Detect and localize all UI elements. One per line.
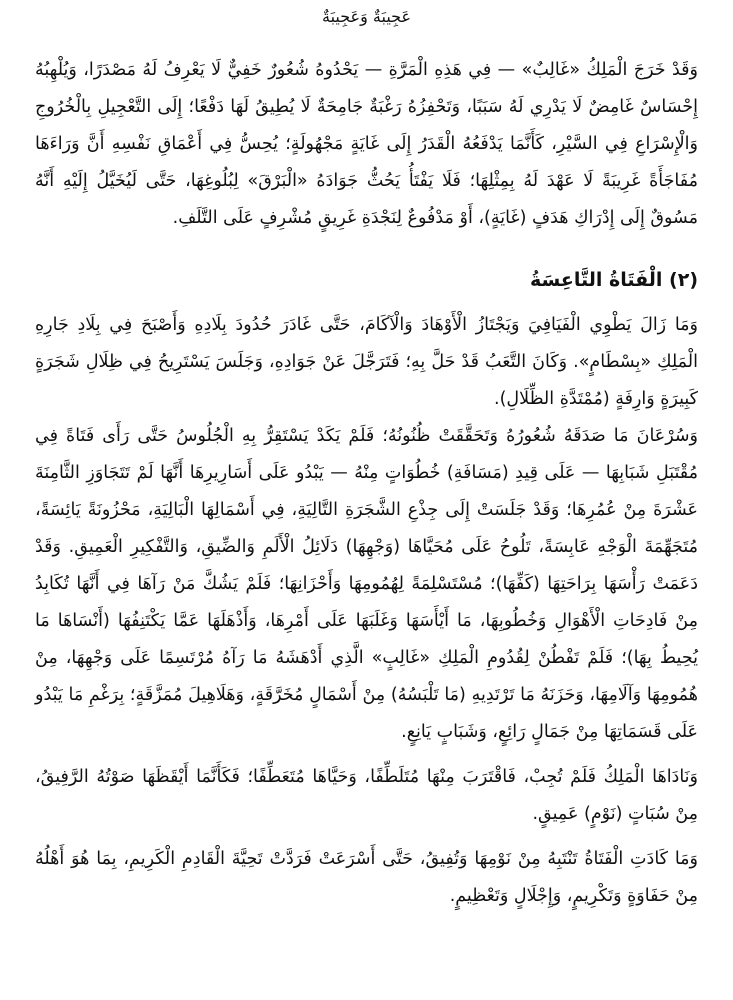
paragraph-1: وَمَا زَالَ يَطْوِي الْفَيَافِيَ وَيَجْتَازُ الْأَوْهَادَ وَالْآكَامَ، حَتَّى غَادَرَ حُدُودَ بِلَادِهِ وَأَصْبَحَ فِي بِلَادِ جَارِهِ الْمَلِكِ «بِسْطَامٍ». وَكَانَ التَّعَبُ قَدْ حَلَّ بِهِ؛ فَتَرَجَّلَ عَنْ جَوَادِهِ، وَجَلَسَ يَسْتَرِيحُ فِي ظِلَالِ شَجَرَةٍ كَبِيرَةٍ وَارِفَةٍ (مُمْتَدَّةِ الظِّلَالِ). — [35, 315, 698, 409]
paragraph-2: وَسُرْعَانَ مَا صَدَقَهُ شُعُورُهُ وَتَحَقَّقَتْ ظُنُونُهُ؛ فَلَمْ يَكَدْ يَسْتَقِرُّ بِهِ الْجُلُوسُ حَتَّى رَأَى فَتَاةً فِي مُقْتَبَلِ شَبَابِهَا — عَلَى قِيدِ (مَسَافَةِ) خُطُوَاتٍ مِنْهُ — يَبْدُو عَلَى أَسَارِيرِهَا أَنَّهَا لَمْ تَتَجَاوَزِ الثَّامِنَةَ عَشْرَةَ مِنْ عُمُرِهَا؛ وَقَدْ جَلَسَتْ إِلَى جِذْعِ الشَّجَرَةِ التَّالِيَةِ، فِي أَسْمَالِهَا الْبَالِيَةِ، مَحْزُونَةً يَائِسَةً، مُتَجَهِّمَةَ الْوَجْهِ عَابِسَةً، تَلُوحُ عَلَى مُحَيَّاهَا (وَجْهِهَا) دَلَائِلُ الْأَلَمِ وَالضِّيقِ، وَالتَّفْكِيرِ الْعَمِيقِ. وَقَدْ دَعَمَتْ رَأْسَهَا بِرَاحَتِهَا (كَفِّهَا)؛ مُسْتَسْلِمَةً لِهُمُومِهَا وَأَحْزَانِهَا؛ فَلَمْ يَشُكَّ مَنْ رَآهَا فِي أَنَّهَا تُكَابِدُ مِنْ فَادِحَاتِ الْأَهْوَالِ وَخُطُوبِهَا، مَا أَيْأَسَهَا وَغَلَبَهَا عَلَى أَمْرِهَا، وَأَذْهَلَهَا عَمَّا يَكْتَنِفُهَا (أَنْسَاهَا مَا يُحِيطُ بِهَا)؛ فَلَمْ تَفْطُنْ لِقُدُومِ الْمَلِكِ «غَالِبٍ» الَّذِي أَدْهَشَهُ مَا رَآهُ مُرْتَسِمًا عَلَى وَجْهِهَا، مِنْ هُمُومِهَا وَآلَامِهَا، وَحَزَنَهُ مَا تَرْتَدِيهِ (مَا تَلْبَسُهُ) مِنْ أَسْمَالٍ مُخَرَّقَةٍ، وَهَلَاهِيلَ مُمَزَّقَةٍ؛ بِرَغْمِ مَا يَبْدُو عَلَى قَسَمَاتِهَا مِنْ جَمَالٍ رَائِعٍ، وَشَبَابٍ يَانِعٍ. — [35, 426, 698, 742]
intro-paragraph: وَقَدْ خَرَجَ الْمَلِكُ «غَالِبٌ» — فِي هَذِهِ الْمَرَّةِ — يَحْدُوهُ شُعُورٌ خَفِيٌّ لَا يَعْرِفُ لَهُ مَصْدَرًا، وَيُلْهِبُهُ إِحْسَاسٌ غَامِضٌ لَا يَدْرِي لَهُ سَبَبًا، وَتَحْفِزُهُ رَغْبَةٌ جَامِحَةٌ لَا يُطِيقُ لَهَا دَفْعًا؛ إِلَى التَّعْجِيلِ بِالْخُرُوجِ وَالْإِسْرَاعِ فِي السَّيْرِ، كَأَنَّمَا يَدْفَعُهُ الْقَدَرُ إِلَى غَايَةٍ مَجْهُولَةٍ؛ يُحِسُّ فِي أَعْمَاقِ نَفْسِهِ أَنَّ وَرَاءَهَا مُفَاجَأَةً غَرِيبَةً لَا عَهْدَ لَهُ بِمِثْلِهَا؛ فَلَا يَفْتَأُ يَحُثُّ جَوَادَهُ «الْبَرْقَ» لِبُلُوغِهَا، حَتَّى لَيُخَيَّلُ إِلَيْهِ أَنَّهُ مَسُوقٌ إِلَى إِدْرَاكِ هَدَفٍ (غَايَةٍ)، أَوْ مَدْفُوعٌ لِنَجْدَةِ غَرِيقٍ مُشْرِفٍ عَلَى التَّلَفِ. — [35, 60, 698, 228]
running-head: عَجِيبَةٌ وَعَجِيبَةٌ — [321, 7, 412, 26]
paragraph-3: وَنَادَاهَا الْمَلِكُ فَلَمْ تُجِبْ، فَاقْتَرَبَ مِنْهَا مُتَلَطِّفًا، وَحَيَّاهَا مُتَعَطِّفًا؛ فَكَأَنَّمَا أَيْقَظَهَا صَوْتُهُ الرَّفِيقُ، مِنْ سُبَاتٍ (نَوْمٍ) عَمِيقٍ. — [35, 767, 698, 824]
paragraph-4: وَمَا كَادَتِ الْفَتَاةُ تَنْتَبِهُ مِنْ نَوْمِهَا وَتُفِيقُ، حَتَّى أَسْرَعَتْ فَرَدَّتْ تَحِيَّةَ الْقَادِمِ الْكَرِيمِ، بِمَا هُوَ أَهْلُهُ مِنْ حَفَاوَةٍ وَتَكْرِيمٍ، وَإِجْلَالٍ وَتَعْظِيمٍ. — [35, 849, 698, 906]
section-heading: (٢) الْفَتَاةُ التَّاعِسَةُ — [529, 269, 698, 291]
